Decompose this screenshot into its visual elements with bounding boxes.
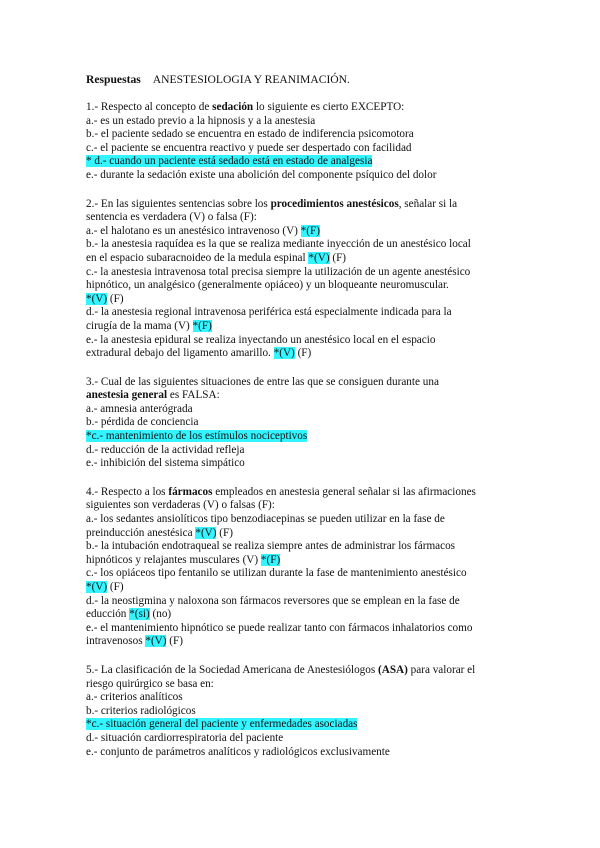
highlighted-answer: *(V) (273, 347, 295, 360)
bold-term: fármacos (168, 485, 213, 498)
question-line (86, 306, 526, 320)
text-segment: en el espacio subaracnoideo de la medula espinal (86, 251, 309, 264)
highlighted-answer: *c.- mantenimiento de los estímulos nociceptivos (86, 430, 308, 443)
text-segment: riesgo quirúrgico se basa en: (86, 677, 214, 690)
question-line (86, 540, 526, 554)
question-line (86, 403, 526, 417)
question-line (86, 595, 526, 609)
text-segment: d.- la anestesia regional intravenosa periférica está especialmente indicada para la (86, 306, 452, 319)
text-segment: hipnótico, un analgésico (generalmente opiáceo) y un bloqueante neuromuscular. (86, 279, 449, 292)
question-line (86, 101, 526, 115)
question-line (86, 293, 526, 307)
question-line (86, 664, 526, 678)
question-line (86, 705, 526, 719)
title-text: ANESTESIOLOGIA Y REANIMACIÓN. (152, 73, 350, 86)
text-segment: intravenosos (86, 635, 146, 648)
question-line (86, 266, 526, 280)
text-segment: siguientes son verdaderas (V) o falsas (F): (86, 499, 275, 512)
question-line (86, 444, 526, 458)
question-line (86, 142, 526, 156)
highlighted-answer: *(F) (260, 553, 281, 566)
text-segment: para valorar el (407, 663, 476, 676)
text-segment: extradural debajo del ligamento amarillo. (86, 347, 274, 360)
text-segment: b.- la intubación endotraqueal se realiza siempre antes de administrar los fármacos (86, 540, 456, 553)
text-segment: b.- el paciente sedado se encuentra en estado de indiferencia psicomotora (86, 128, 414, 141)
text-segment: c.- la anestesia intravenosa total precisa siempre la utilización de un agente anestésico (86, 265, 471, 278)
text-segment: cirugía de la mama (V) (86, 319, 193, 332)
text-segment: e.- la anestesia epidural se realiza inyectando un anestésico local en el espacio (86, 333, 436, 346)
text-segment: lo siguiente es cierto EXCEPTO: (253, 101, 405, 113)
question-line (86, 128, 526, 142)
text-segment: b.- pérdida de conciencia (86, 416, 199, 429)
question-line (86, 746, 526, 760)
text-segment: e.- durante la sedación existe una abolición del componente psíquico del dolor (86, 168, 437, 181)
question-line (86, 279, 526, 293)
text-segment: empleados en anestesia general señalar si las afirmaciones (212, 485, 476, 498)
text-segment: , señalar si la (398, 197, 458, 210)
question-line (86, 430, 526, 444)
question-line (86, 635, 526, 649)
question-line (86, 732, 526, 746)
question-1 (86, 101, 526, 183)
highlighted-answer: *(V) (86, 292, 108, 305)
text-segment: (F) (216, 526, 233, 539)
text-segment: 4.- Respecto a los (86, 485, 169, 498)
document-page (86, 72, 526, 774)
questions-list (86, 101, 526, 759)
question-line (86, 622, 526, 636)
question-line (86, 225, 526, 239)
bold-term: (ASA) (378, 663, 408, 676)
question-line (86, 581, 526, 595)
highlighted-answer: *(V) (308, 251, 330, 264)
highlighted-answer: *(F) (300, 224, 320, 237)
title-label: Respuestas (86, 73, 141, 86)
text-segment: a.- el halotano es un anestésico intravenoso (V) (86, 224, 301, 237)
question-line (86, 198, 526, 212)
text-segment: b.- la anestesia raquídea es la que se realiza mediante inyección de un anestésico local (86, 238, 471, 251)
highlighted-answer: *(V) (145, 635, 167, 648)
text-segment: 2.- En las siguientes sentencias sobre los (86, 197, 271, 210)
question-line (86, 347, 526, 361)
question-5 (86, 664, 526, 759)
text-segment: a.- los sedantes ansiolíticos tipo benzodiacepinas se pueden utilizar en la fase de (86, 513, 445, 526)
question-4 (86, 486, 526, 649)
question-line (86, 486, 526, 500)
question-line (86, 115, 526, 129)
text-segment: e.- inhibición del sistema simpático (86, 457, 245, 470)
highlighted-answer: *(V) (195, 526, 217, 539)
text-segment: 5.- La clasificación de la Sociedad Americana de Anestesiólogos (86, 663, 379, 676)
question-2 (86, 198, 526, 361)
bold-term: anestesia general (86, 389, 168, 402)
text-segment: hipnóticos y relajantes musculares (V) (86, 553, 261, 566)
text-segment: d.- la neostigmina y naloxona son fármacos reversores que se emplean en la fase de (86, 594, 460, 607)
text-segment: b.- criterios radiológicos (86, 704, 196, 717)
text-segment: (F) (294, 347, 312, 360)
question-line (86, 457, 526, 471)
question-line (86, 691, 526, 705)
highlighted-answer: *(F) (192, 319, 212, 332)
text-segment: educción (86, 608, 130, 621)
document-title (86, 72, 526, 87)
text-segment: (F) (166, 635, 183, 648)
text-segment: preinducción anestésica (86, 526, 196, 539)
text-segment: a.- criterios analíticos (86, 691, 183, 704)
question-line (86, 155, 526, 169)
question-line (86, 334, 526, 348)
question-line (86, 169, 526, 183)
text-segment: es FALSA: (167, 389, 220, 402)
question-line (86, 513, 526, 527)
text-segment: (F) (329, 251, 347, 264)
question-line (86, 608, 526, 622)
question-line (86, 320, 526, 334)
question-line (86, 389, 526, 403)
text-segment: c.- el paciente se encuentra reactivo y puede ser despertado con facilidad (86, 141, 412, 154)
question-line (86, 499, 526, 513)
text-segment: 1.- Respecto al concepto de (86, 101, 213, 113)
question-line (86, 252, 526, 266)
question-line (86, 211, 526, 225)
question-line (86, 416, 526, 430)
question-line (86, 718, 526, 732)
text-segment: (F) (107, 292, 124, 305)
highlighted-answer: *(si) (129, 608, 150, 621)
text-segment: (F) (107, 581, 124, 593)
question-line (86, 678, 526, 692)
text-segment: 3.- Cual de las siguientes situaciones de entre las que se consiguen durante una (86, 375, 439, 388)
text-segment: d.- situación cardiorrespiratoria del paciente (86, 731, 284, 744)
question-3 (86, 376, 526, 471)
highlighted-answer: *c.- situación general del paciente y enfermedades asociadas (86, 718, 358, 731)
text-segment: c.- los opiáceos tipo fentanilo se utilizan durante la fase de mantenimiento anestésico (86, 567, 467, 580)
question-line (86, 567, 526, 581)
highlighted-answer: * d.- cuando un paciente está sedado está en estado de analgesia (86, 155, 373, 168)
question-line (86, 238, 526, 252)
text-segment: a.- amnesia anterógrada (86, 402, 193, 415)
text-segment: sentencia es verdadera (V) o falsa (F): (86, 211, 257, 224)
text-segment: a.- es un estado previo a la hipnosis y a la anestesia (86, 114, 316, 127)
text-segment: e.- conjunto de parámetros analíticos y radiológicos exclusivamente (86, 745, 390, 758)
text-segment: e.- el mantenimiento hipnótico se puede realizar tanto con fármacos inhalatorios como (86, 621, 473, 634)
text-segment: (no) (149, 608, 172, 621)
question-line (86, 554, 526, 568)
question-line (86, 376, 526, 390)
question-line (86, 527, 526, 541)
bold-term: procedimientos anestésicos (270, 197, 399, 210)
highlighted-answer: *(V) (86, 581, 108, 593)
text-segment: d.- reducción de la actividad refleja (86, 443, 245, 456)
bold-term: sedación (212, 101, 254, 113)
